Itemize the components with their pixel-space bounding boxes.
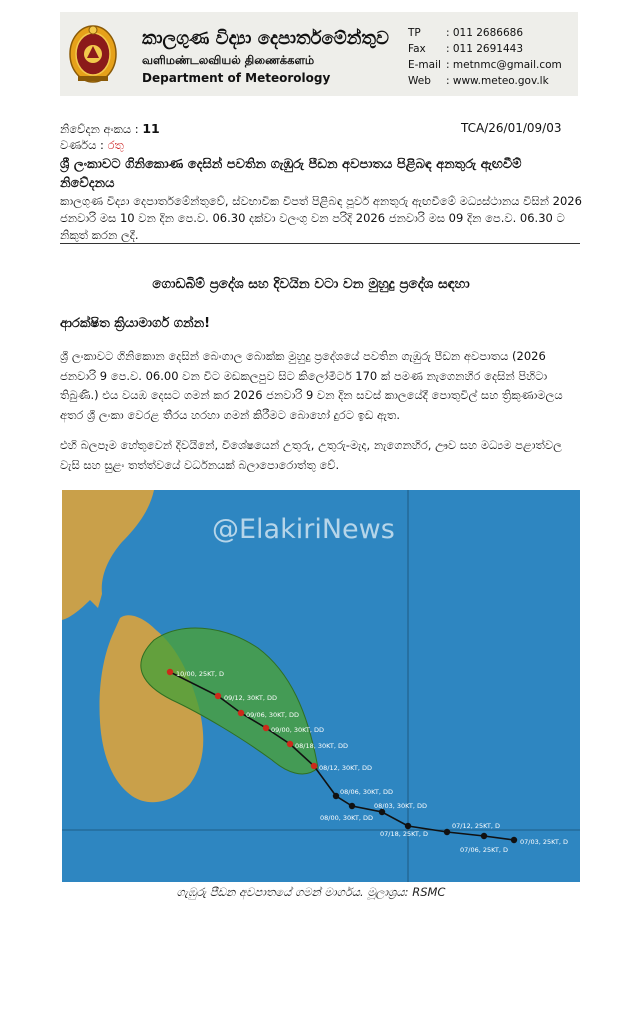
track-point	[311, 763, 317, 769]
track-point-label: 09/00, 30KT, DD	[271, 726, 325, 734]
department-name-sinhala: කාලගුණ විද්‍යා දෙපාර්තමේන්තුව	[142, 28, 389, 49]
contact-value: : 011 2686686	[446, 27, 524, 39]
notice-number-value: 11	[142, 121, 160, 136]
track-point-label: 10/00, 25KT, D	[176, 670, 225, 678]
contact-phone	[408, 27, 523, 39]
contact-label: Fax	[408, 43, 426, 55]
letterhead	[60, 12, 578, 96]
contact-value[interactable]: : www.meteo.gov.lk	[446, 75, 549, 87]
track-point	[238, 710, 244, 716]
divider	[60, 243, 580, 244]
track-point-label: 08/00, 30KT, DD	[320, 814, 374, 822]
contact-value[interactable]: : metnmc@gmail.com	[446, 59, 562, 71]
area-heading: ගොඩබිම් ප්‍රදේශ සහ දිවයින වටා වන මුහුදු ප්‍රදේශ සඳහා	[152, 276, 470, 292]
track-point-label: 08/06, 30KT, DD	[340, 788, 394, 796]
warning-level	[60, 138, 124, 153]
action-heading: ආරක්ෂිත ක්‍රියාමාර්ග ගන්න!	[60, 316, 211, 331]
issue-details: කාලගුණ විද්‍යා දෙපාර්තමේන්තුවේ, ස්වභාවික විපත් පිළිබඳ පූර්ව අනතුරු ඇඟවීමේ මධ්‍යස්ථානය විසින් 2026 ජනවාරි මස 10 වන දින පෙ.ව. 06.30 දක්වා වලංගු වන පරිදි 2026 ජනවාරි මස 09 දින පෙ.ව. 06.30 ට නිකුත් කරන ලදී.	[60, 194, 582, 242]
track-point	[287, 741, 293, 747]
contact-web[interactable]	[408, 75, 549, 87]
contact-label: Web	[408, 75, 431, 87]
track-point	[405, 823, 411, 829]
track-point	[215, 693, 221, 699]
contact-label: TP	[408, 27, 421, 39]
track-point-label: 08/12, 30KT, DD	[319, 764, 373, 772]
contact-email[interactable]	[408, 59, 562, 71]
contact-label: E-mail	[408, 59, 441, 71]
notice-reference: TCA/26/01/09/03	[461, 121, 562, 135]
track-point	[349, 803, 355, 809]
track-point-label: 07/06, 25KT, D	[460, 846, 509, 854]
contact-value: : 011 2691443	[446, 43, 524, 55]
track-point-label: 09/06, 30KT, DD	[246, 711, 300, 719]
warning-level-value: රතු	[107, 138, 124, 152]
track-point	[444, 829, 450, 835]
track-point	[263, 725, 269, 731]
track-point	[481, 833, 487, 839]
track-point-label: 08/03, 30KT, DD	[374, 802, 428, 810]
watermark: @ElakiriNews	[212, 514, 395, 545]
notice-number-label: නිවේදන අංකය :	[60, 122, 139, 136]
cyclone-track-map	[62, 490, 580, 882]
paragraph-system-status: ශ්‍රී ලංකාවට ගිනිකොන දෙසින් බෙංගාල බොක්ක මුහුදු ප්‍රදේශයේ පවතින ගැඹුරු පීඩන අවපාතය (2026 ජනවාරි 9 පෙ.ව. 06.00 වන විට මඩකලපුව සිට කිලෝමීටර් 170 ක් පමණ නැගෙනහිර දෙසින් පිහිටා තිබුණි.) එය වයඹ දෙසට ගමන් කර 2026 ජනවාරි 9 වන දින සවස් කාලයේදී පොතුවිල් සහ ත්‍රිකුණාමලය අතර ශ්‍රී ලංකා වෙරළ තීරය හරහා ගමන් කිරීමට බොහෝ දුරට ඉඩ ඇත.	[60, 349, 563, 422]
track-point-label: 07/12, 25KT, D	[452, 822, 501, 830]
track-point	[511, 837, 517, 843]
track-point-label: 07/18, 25KT, D	[380, 830, 429, 838]
department-name-tamil: வளிமண்டலவியல் திணைக்களம்	[142, 53, 315, 67]
notice-headline: ශ්‍රී ලංකාවට ගිනිකොණ දෙසින් පවතින ගැඹුරු පීඩන අවපාතය පිළිබඳ අනතුරු ඇඟවීම් නිවේදනය	[60, 157, 522, 191]
paragraph-impact: එහි බලපෑම හේතුවෙන් දිවයිනේ, විශේෂයෙන් උතුරු, උතුරු-මැද, නැගෙනහිර, ඌව සහ මධ්‍යම පළාත්වල වැසි සහ සුළං තත්ත්වයේ වර්ධනයක් බලාපොරොත්තු වේ.	[60, 438, 562, 472]
warning-level-label: වර්ණය :	[60, 138, 104, 152]
notice-number	[60, 121, 160, 137]
track-point-label: 09/12, 30KT, DD	[224, 694, 278, 702]
track-point	[333, 793, 339, 799]
sri-lanka-emblem-icon	[68, 22, 118, 84]
track-point-label: 08/18, 30KT, DD	[295, 742, 349, 750]
contact-fax	[408, 43, 523, 55]
track-point-label: 07/03, 25KT, D	[520, 838, 569, 846]
department-name-english: Department of Meteorology	[142, 71, 331, 85]
map-caption: ගැඹුරු පීඩන අවපාතයේ ගමන් මාර්ගය. මූලාශ්‍රය: RSMC	[176, 885, 446, 899]
track-point	[167, 669, 173, 675]
